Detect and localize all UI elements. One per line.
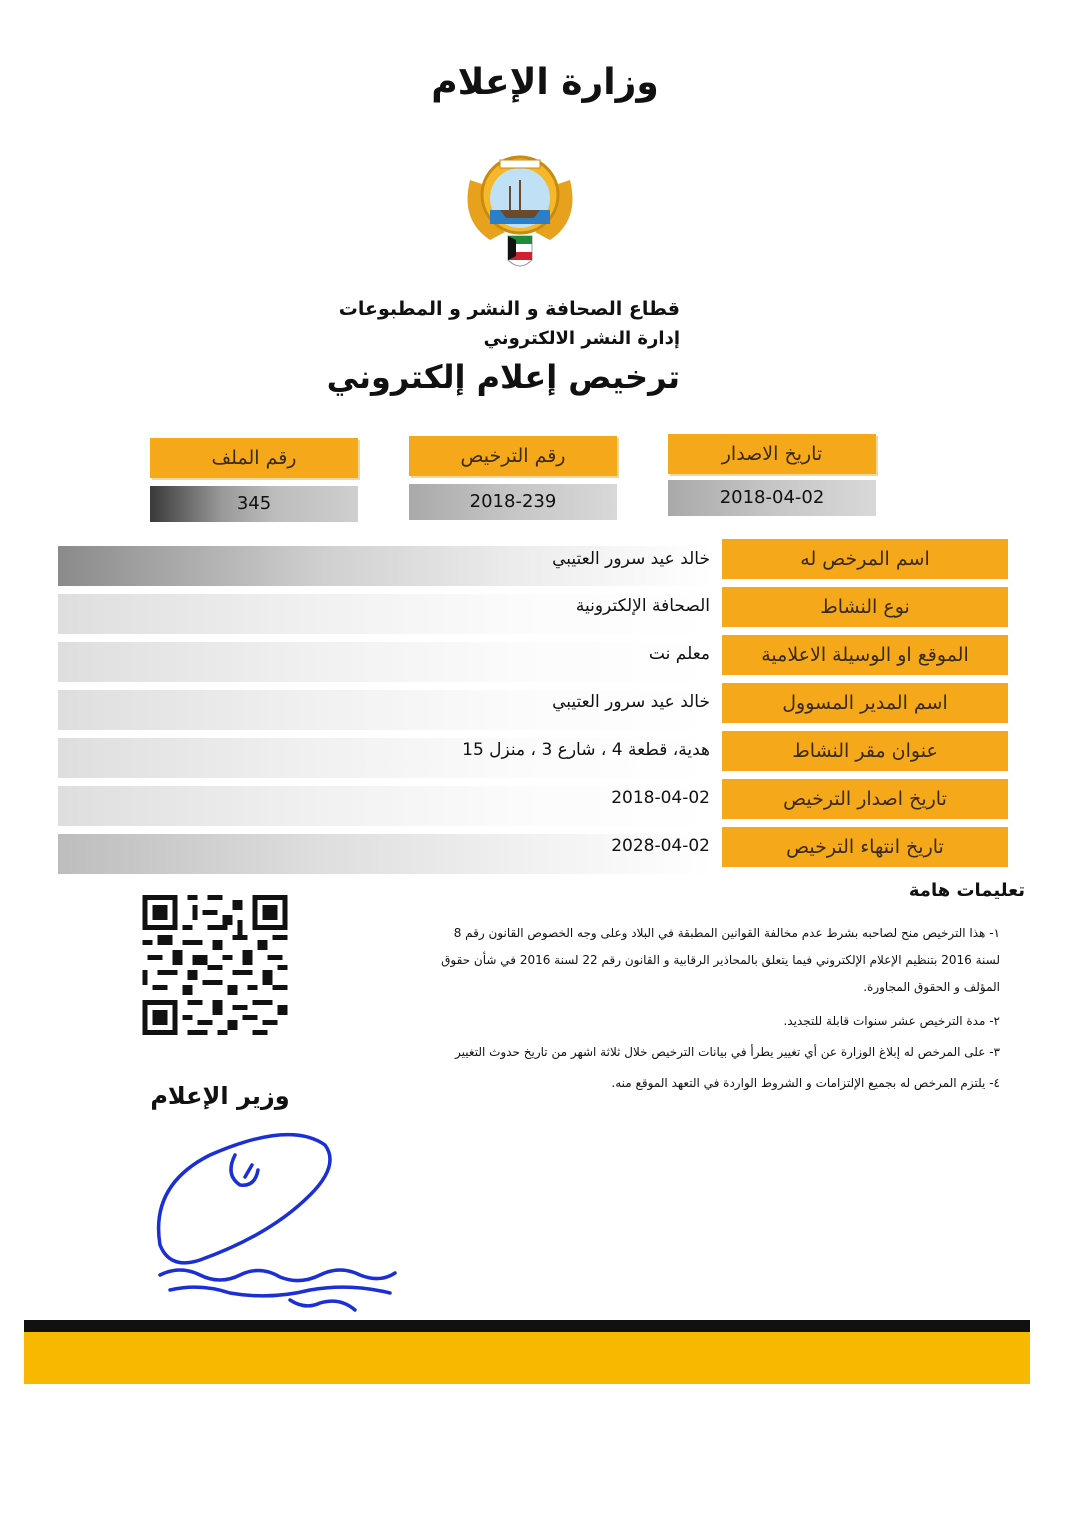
minister-title: وزير الإعلام [150, 1082, 290, 1110]
instruction-item: لسنة 2016 بتنظيم الإعلام الإلكتروني فيما يتعلق بالمحاذير الرقابية و القانون رقم 22 لسنة 2016 في شأن حقوق [441, 953, 1000, 967]
handwritten-signature-icon [140, 1125, 440, 1340]
instruction-item: ٤- يلتزم المرخص له بجميع الإلتزامات و الشروط الواردة في التعهد الموقع منه. [611, 1076, 1000, 1090]
state-emblem-icon [460, 140, 580, 280]
activity-address-label: عنوان مقر النشاط [722, 731, 1008, 771]
license-issue-date-value: 2018-04-02 [611, 788, 710, 808]
manager-name-label: اسم المدير المسوول [722, 683, 1008, 723]
media-outlet-label: الموقع او الوسيلة الاعلامية [722, 635, 1008, 675]
instruction-item: ١- هذا الترخيص منح لصاحبه بشرط عدم مخالفة القوانين المطبقة في البلاد وعلى وجه الخصوص القانون رقم 8 [453, 926, 1000, 940]
file-number-value: 345 [150, 486, 358, 522]
licensee-name-label: اسم المرخص له [722, 539, 1008, 579]
instruction-item: ٣- على المرخص له إبلاغ الوزارة عن أي تغيير يطرأ في بيانات الترخيص خلال ثلاثة اشهر من تاريخ حدوث التغيير [455, 1045, 1000, 1059]
license-number-value: 2018-239 [409, 484, 617, 520]
license-issue-date-label: تاريخ اصدار الترخيص [722, 779, 1008, 819]
manager-name-value: خالد عيد سرور العتيبي [552, 692, 710, 712]
license-expiry-date-value: 2028-04-02 [611, 836, 710, 856]
instructions-title: تعليمات هامة [908, 880, 1025, 901]
issue-date-label: تاريخ الاصدار [668, 434, 876, 474]
media-outlet-value: معلم نت [648, 644, 710, 664]
instruction-item: المؤلف و الحقوق المجاورة. [863, 980, 1000, 994]
qr-code-icon [142, 895, 288, 1035]
footer-black-bar [24, 1320, 1030, 1332]
instruction-item: ٢- مدة الترخيص عشر سنوات قابلة للتجديد. [783, 1014, 1000, 1028]
activity-type-value: الصحافة الإلكترونية [575, 596, 710, 616]
license-expiry-date-label: تاريخ انتهاء الترخيص [722, 827, 1008, 867]
activity-type-label: نوع النشاط [722, 587, 1008, 627]
license-number-label: رقم الترخيص [409, 436, 617, 476]
department-title: إدارة النشر الالكتروني [483, 328, 680, 349]
licensee-name-value: خالد عيد سرور العتيبي [552, 549, 710, 569]
sector-title: قطاع الصحافة و النشر و المطبوعات [338, 298, 680, 320]
file-number-label: رقم الملف [150, 438, 358, 478]
ministry-title: وزارة الإعلام [431, 62, 659, 103]
issue-date-value: 2018-04-02 [668, 480, 876, 516]
license-title: ترخيص إعلام إلكتروني [326, 358, 680, 396]
activity-address-value: هدية، قطعة 4 ، شارع 3 ، منزل 15 [462, 740, 710, 760]
footer-orange-bar [24, 1332, 1030, 1384]
